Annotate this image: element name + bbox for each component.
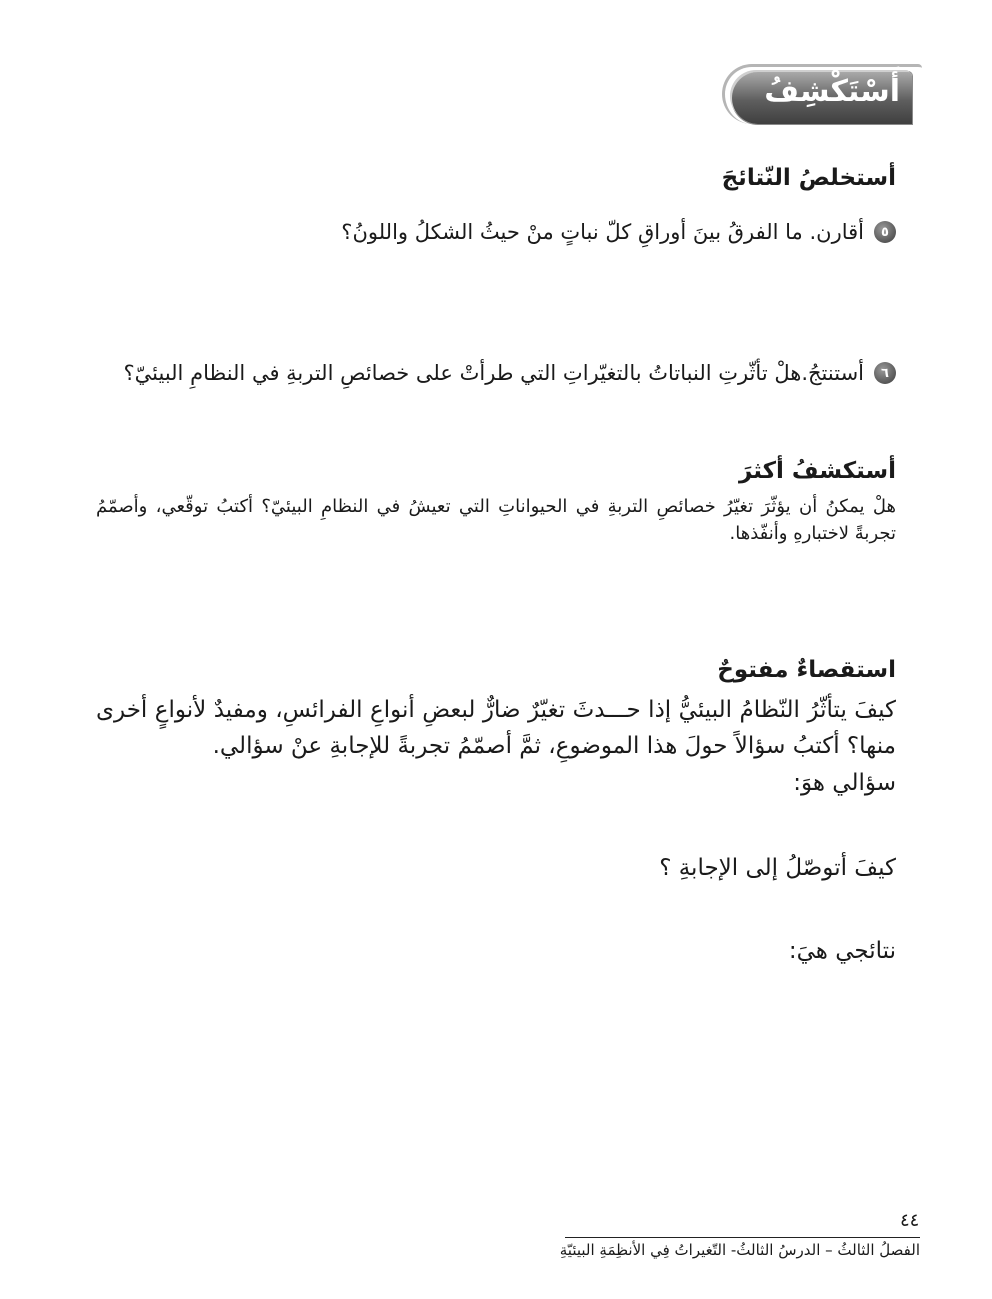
how-label: كيفَ أتوصّلُ إلى الإجابةِ ؟ — [659, 855, 896, 881]
results-heading: أستخلصُ النّتائجَ — [721, 165, 896, 191]
question-5 — [341, 220, 896, 244]
my-question-label: سؤالي هوَ: — [793, 770, 896, 796]
question-6 — [124, 361, 897, 385]
tab-title: أَسْتَكْشِفُ — [764, 74, 900, 109]
footer-divider — [565, 1237, 920, 1238]
explore-more-heading: أستكشفُ أكثرَ — [738, 458, 896, 484]
question-number-6: ٦ — [874, 362, 896, 384]
section-tab — [722, 66, 932, 126]
explore-more-text: هلْ يمكنُ أن يؤثّرَ تغيّرُ خصائصِ التربةِ في الحيواناتِ التي تعيشُ في النظامِ البيئيّ؟ أكتبُ توقّعي، وأصمّمُ تجربةً لاختبارهِ وأنفّذها. — [96, 496, 896, 544]
question-number-5: ٥ — [874, 221, 896, 243]
my-results-label: نتائجي هيَ: — [788, 938, 896, 964]
footer-chapter: الفصلُ الثالثُ – الدرسُ الثالثُ- التّغيراتُ فِي الأنظِمَةِ البيئيّةِ — [559, 1241, 920, 1259]
question-5-text: أقارن. ما الفرقُ بينَ أوراقِ كلّ نباتٍ منْ حيثُ الشكلُ واللونُ؟ — [341, 220, 864, 244]
question-6-text: أستنتجُ.هلْ تأثّرتِ النباتاتُ بالتغيّراتِ التي طرأتْ على خصائصِ التربةِ في النظامِ البيئيّ؟ — [123, 361, 864, 385]
page-number: ٤٤ — [900, 1210, 920, 1231]
open-inquiry-text: كيفَ يتأثّرُ النّظامُ البيئيُّ إذا حـــدثَ تغيّرٌ ضارٌّ لبعضِ أنواعِ الفرائسِ، ومفيدٌ لأنواعٍ أخرى منها؟ أكتبُ سؤالاً حولَ هذا الموضوعِ، ثمَّ أصمّمُ تجربةً للإجابةِ عنْ سؤالي. — [96, 697, 896, 759]
open-inquiry-heading: استقصاءٌ مفتوحٌ — [717, 657, 896, 683]
